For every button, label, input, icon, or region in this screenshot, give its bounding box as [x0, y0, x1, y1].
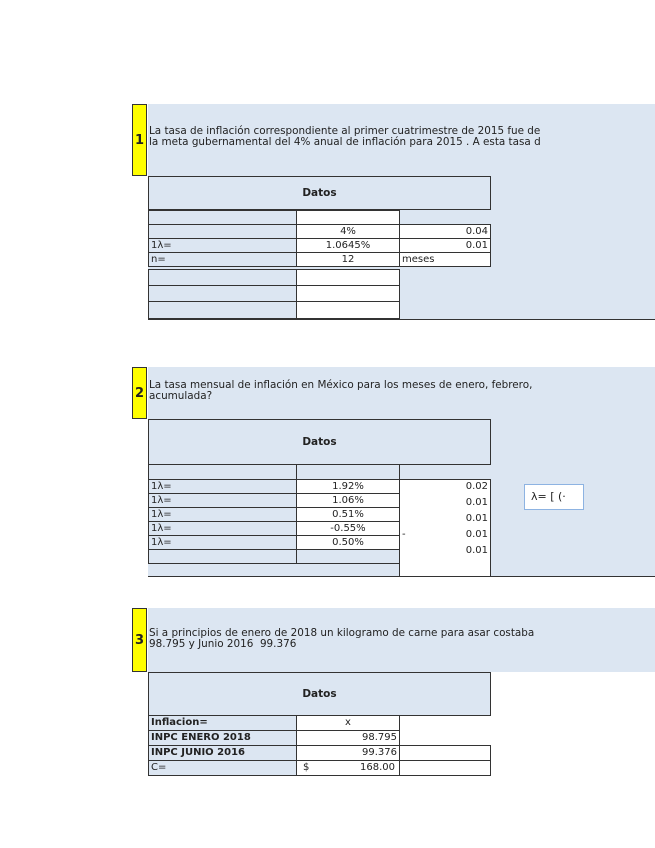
value-cell — [296, 301, 400, 319]
value-cell: x — [296, 715, 400, 731]
value-cell: -0.55% — [296, 521, 400, 536]
label-cell — [148, 301, 297, 319]
value-cell: 98.795 — [296, 730, 400, 746]
label-cell: 1λ= — [148, 521, 297, 536]
question-line-2: la meta gubernamental del 4% anual de inflación para 2015 . A esta tasa d — [149, 136, 541, 148]
decimal-cell: 0.02 — [465, 481, 488, 492]
label-cell: 1λ= — [148, 535, 297, 550]
question-banner — [148, 104, 655, 176]
label-cell: Inflacion= — [148, 715, 297, 731]
label-cell: 1λ= — [148, 238, 297, 253]
problem-number: 2 — [132, 367, 147, 419]
datos-header: Datos — [148, 176, 491, 210]
value-cell — [296, 285, 400, 302]
question-line-1: La tasa de inflación correspondiente al primer cuatrimestre de 2015 fue de — [149, 125, 541, 137]
label-cell — [148, 210, 297, 225]
decimal-cell: 0.01 — [399, 238, 491, 253]
decimal-cell: 0.01 — [465, 529, 488, 540]
datos-header: Datos — [148, 672, 491, 716]
empty-cell — [399, 760, 491, 776]
problem-number: 3 — [132, 608, 147, 672]
unit-cell: meses — [399, 252, 491, 267]
amount-value: 168.00 — [360, 762, 395, 773]
decimal-cell: 0.01 — [465, 545, 488, 556]
value-cell — [296, 210, 400, 225]
label-cell: 1λ= — [148, 493, 297, 508]
formula-box: λ= [ (· — [524, 484, 584, 510]
empty-cell — [399, 745, 491, 761]
label-cell: 1λ= — [148, 479, 297, 494]
label-cell — [148, 549, 297, 564]
label-cell: INPC ENERO 2018 — [148, 730, 297, 746]
value-cell: 1.06% — [296, 493, 400, 508]
problem-1 — [132, 104, 655, 324]
value-cell: 0.50% — [296, 535, 400, 550]
datos-header: Datos — [148, 419, 491, 465]
problem-number: 1 — [132, 104, 147, 176]
value-cell: 12 — [296, 252, 400, 267]
question-line-2: acumulada? — [149, 390, 213, 402]
value-cell: 1.0645% — [296, 238, 400, 253]
decimal-cell: 0.04 — [399, 224, 491, 239]
value-cell: 99.376 — [296, 745, 400, 761]
label-cell — [148, 269, 297, 286]
question-line-2: 98.795 y Junio 2016 99.376 — [149, 638, 297, 650]
currency-cell — [296, 760, 400, 776]
label-cell: C= — [148, 760, 297, 776]
problem-2 — [132, 367, 655, 579]
question-banner — [148, 367, 655, 419]
question-banner — [148, 608, 655, 672]
label-cell: 1λ= — [148, 507, 297, 522]
question-line-1: La tasa mensual de inflación en México para los meses de enero, febrero, — [149, 379, 533, 391]
label-cell — [148, 464, 297, 480]
value-cell — [296, 269, 400, 286]
value-cell: 1.92% — [296, 479, 400, 494]
currency-symbol: $ — [303, 762, 310, 773]
question-line-1: Si a principios de enero de 2018 un kilogramo de carne para asar costaba — [149, 627, 535, 639]
sign-mark: - — [402, 529, 406, 540]
label-cell: n= — [148, 252, 297, 267]
label-cell — [148, 224, 297, 239]
value-cell — [296, 549, 400, 564]
decimal-cell: 0.01 — [465, 497, 488, 508]
label-cell: INPC JUNIO 2016 — [148, 745, 297, 761]
value-cell: 4% — [296, 224, 400, 239]
value-cell — [296, 464, 400, 480]
label-cell — [148, 285, 297, 302]
problem-3 — [132, 608, 655, 783]
decimal-cell: 0.01 — [465, 513, 488, 524]
value-cell: 0.51% — [296, 507, 400, 522]
